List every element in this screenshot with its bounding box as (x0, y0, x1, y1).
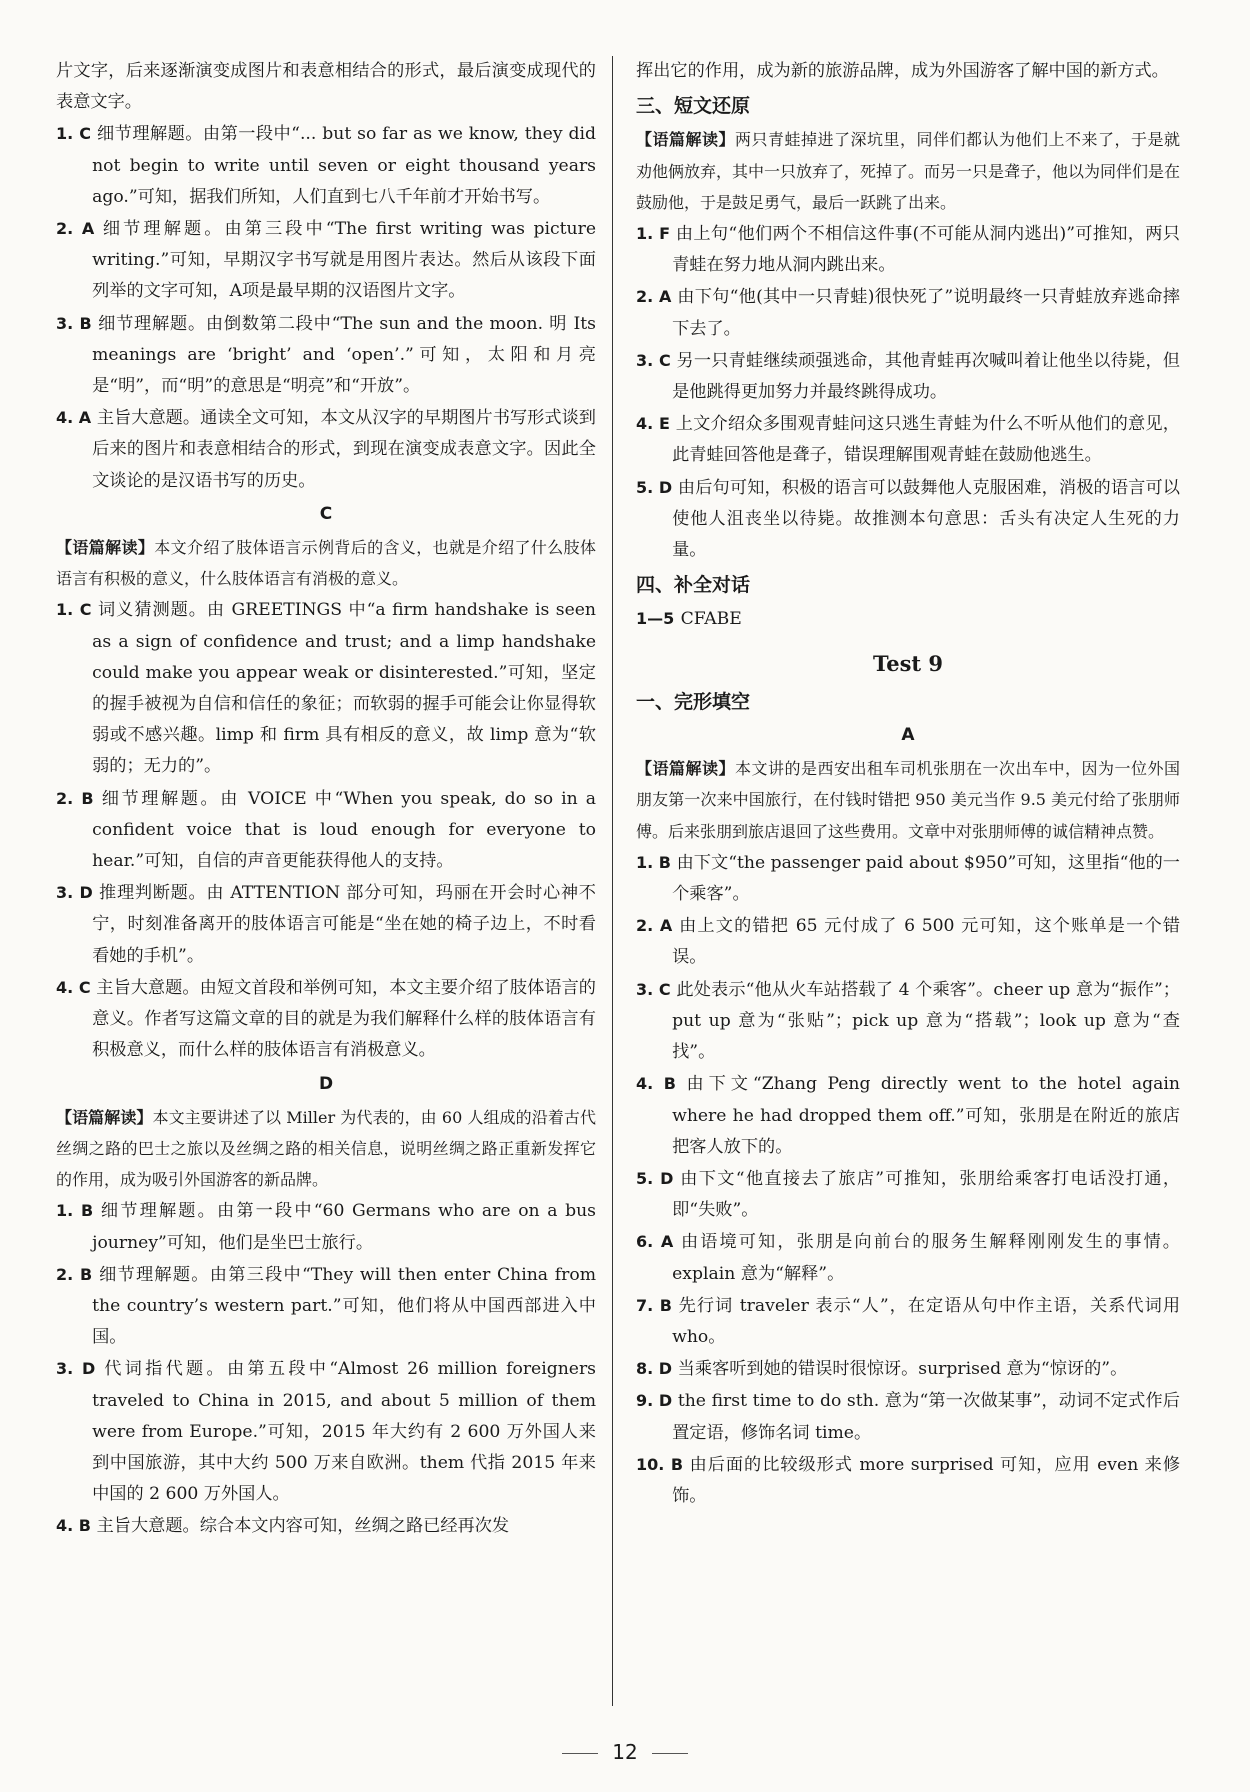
answer-label: 7. B (636, 1295, 673, 1315)
answer-item (636, 345, 1180, 408)
footer-dash-left (562, 1753, 598, 1754)
answer-label: 2. B (56, 788, 94, 808)
answer-explanation: 由语境可知，张朋是向前台的服务生解释刚刚发生的事情。explain 意为“解释”。 (672, 1232, 1180, 1284)
analysis-text: 两只青蛙掉进了深坑里，同伴们都认为他们上不来了，于是就劝他俩放弃，其中一只放弃了，死掉了。而另一只是聋子，他以为同伴们是在鼓励他，于是鼓足勇气，最后一跃跳了出来。 (636, 130, 1181, 212)
answer-label: 1. B (636, 852, 671, 872)
answer-item (636, 281, 1180, 344)
answer-item (56, 783, 596, 878)
passage-heading: C (319, 503, 333, 524)
answer-item (636, 1226, 1180, 1289)
answer-label: 2. A (636, 916, 673, 936)
column-divider (612, 56, 613, 1706)
answer-label: 3. D (56, 1359, 96, 1379)
answer-label: 3. B (56, 313, 92, 333)
answer-explanation: 由下句“他(其中一只青蛙)很快死了”说明最终一只青蛙放弃逃命摔下去了。 (672, 287, 1180, 339)
answer-explanation: 上文介绍众多围观青蛙问这只逃生青蛙为什么不听从他们的意见，此青蛙回答他是聋子，错误理解围观青蛙在鼓励他逃生。 (672, 414, 1180, 466)
answer-item (56, 402, 596, 497)
answer-item (636, 408, 1180, 471)
answer-explanation: 词义猜测题。由 GREETINGS 中“a firm handshake is seen as a sign of confidence and trust; and a limp handshake could make you appear weak or disinterested.”可知，坚定的握手被视为自信和信任的象征；而软弱的握手可能会让你显得软弱或不感兴趣。limp 和 firm 具有相反的意义，故 limp 意为“软弱的；无力的”。 (92, 600, 596, 777)
answer-label: 5. D (636, 477, 673, 497)
answer-label: 4. E (636, 414, 670, 434)
section-heading: 四、补全对话 (636, 574, 751, 597)
answer-label: 2. A (56, 219, 95, 239)
answer-label: 3. C (636, 350, 671, 370)
answer-explanation: 主旨大意题。综合本文内容可知，丝绸之路已经再次发 (96, 1516, 510, 1537)
answer-explanation: the first time to do sth. 意为“第一次做某事”，动词不定式作后置定语，修饰名词 time。 (672, 1391, 1180, 1443)
analysis-tag: 【语篇解读】 (56, 538, 155, 558)
answer-explanation: 代词指代题。由第五段中“Almost 26 million foreigners traveled to China in 2015, and about 5 million of them were from Europe.”可知，2015 年大约有 2 600 万外国人来到中国旅游，其中大约 500 万来自欧洲。them 代指 2015 年来中国的 2 600 万外国人。 (92, 1359, 596, 1505)
answer-label: 4. B (636, 1074, 676, 1094)
answer-label: 1. C (56, 600, 92, 620)
answer-explanation: 由上句“他们两个不相信这件事(不可能从洞内逃出)”可推知，两只青蛙在努力地从洞内跳出来。 (672, 224, 1180, 276)
answer-item (56, 594, 596, 782)
answer-letters: CFABE (680, 609, 742, 630)
answer-explanation: 另一只青蛙继续顽强逃命，其他青蛙再次喊叫着让他坐以待毙，但是他跳得更加努力并最终跳得成功。 (672, 350, 1180, 403)
answer-item (56, 213, 596, 308)
answer-range: 1—5 (636, 609, 675, 629)
answer-label: 5. D (636, 1168, 674, 1188)
section-heading: 三、短文还原 (636, 95, 751, 118)
section-heading: 一、完形填空 (636, 690, 751, 713)
answer-label: 1. F (636, 224, 671, 244)
right-column (636, 56, 1180, 1512)
footer-dash-right (652, 1753, 688, 1754)
answer-explanation: 推理判断题。由 ATTENTION 部分可知，玛丽在开会时心神不宁，时刻准备离开的肢体语言可能是“坐在她的椅子边上，不时看看她的手机”。 (92, 883, 596, 966)
answer-explanation: 此处表示“他从火车站搭载了 4 个乘客”。cheer up 意为“振作”；put up 意为“张贴”；pick up 意为“搭载”；look up 意为“查找”。 (672, 979, 1180, 1063)
left-column (56, 56, 596, 1543)
answer-label: 10. B (636, 1454, 684, 1474)
analysis-tag: 【语篇解读】 (636, 759, 735, 779)
passage-analysis (636, 753, 1180, 847)
answer-item (636, 910, 1180, 973)
paragraph-continuation: 片文字，后来逐渐演变成图片和表意相结合的形式，最后演变成现代的表意文字。 (56, 61, 596, 113)
answer-label: 4. A (56, 408, 92, 428)
passage-heading: A (901, 725, 915, 746)
answer-label: 1. C (56, 124, 91, 144)
answer-explanation: 由下文“他直接去了旅店”可推知，张朋给乘客打电话没打通，即“失败”。 (672, 1168, 1181, 1221)
answer-item (56, 308, 596, 403)
answer-explanation: 主旨大意题。由短文首段和举例可知，本文主要介绍了肢体语言的意义。作者写这篇文章的目的就是为我们解释什么样的肢体语言有积极意义，而什么样的肢体语言有消极意义。 (92, 977, 596, 1061)
answer-item (56, 118, 596, 213)
answer-item (636, 1353, 1180, 1385)
answer-explanation: 细节理解题。由第一段中“60 Germans who are on a bus journey”可知，他们是坐巴士旅行。 (92, 1201, 596, 1253)
answer-explanation: 由后面的比较级形式 more surprised 可知，应用 even 来修饰。 (672, 1454, 1181, 1506)
answer-item (636, 1290, 1180, 1353)
page-footer (0, 1740, 1250, 1764)
analysis-text: 本文讲的是西安出租车司机张朋在一次出车中，因为一位外国朋友第一次来中国旅行，在付钱时错把 950 美元当作 9.5 美元付给了张朋师傅。后来张朋到旅店退回了这些费用。文章中对张朋师傅的诚信精神点赞。 (636, 759, 1180, 841)
answer-item (636, 1163, 1180, 1226)
answer-key (636, 603, 1180, 635)
answer-explanation: 先行词 traveler 表示“人”，在定语从句中作主语，关系代词用 who。 (672, 1295, 1181, 1347)
answer-item (636, 218, 1180, 281)
answer-item (636, 1385, 1180, 1448)
analysis-text: 本文介绍了肢体语言示例背后的含义，也就是介绍了什么肢体语言有积极的意义，什么肢体语言有消极的意义。 (56, 538, 596, 589)
answer-label: 6. A (636, 1232, 674, 1252)
answer-label: 2. A (636, 287, 672, 307)
answer-explanation: 由下文“Zhang Peng directly went to the hotel again where he had dropped them off.”可知，张朋是在附近的旅店把客人放下的。 (672, 1074, 1180, 1157)
answer-explanation: 由后句可知，积极的语言可以鼓舞他人克服困难，消极的语言可以使他人沮丧坐以待毙。故推测本句意思：舌头有决定人生死的力量。 (672, 477, 1180, 561)
answer-label: 3. C (636, 979, 671, 999)
analysis-tag: 【语篇解读】 (56, 1107, 153, 1127)
answer-label: 4. C (56, 977, 91, 997)
answer-explanation: 细节理解题。由倒数第二段中“The sun and the moon. 明 Its meanings are ‘bright’ and ‘open’.”可知，太阳和月亮是“明”，而“明”的意思是“明亮”和“开放”。 (92, 313, 596, 397)
analysis-tag: 【语篇解读】 (636, 130, 735, 150)
answer-explanation: 细节理解题。由第三段中“They will then enter China from the country’s western part.”可知，他们将从中国西部进入中国。 (92, 1264, 596, 1348)
answer-item (56, 1510, 596, 1542)
test-title: Test 9 (872, 650, 944, 676)
answer-label: 4. B (56, 1516, 91, 1536)
answer-explanation: 细节理解题。由第三段中“The first writing was picture writing.”可知，早期汉字书写就是用图片表达。然后从该段下面列举的文字可知，A项是最早期的汉语图片文字。 (92, 219, 596, 302)
answer-item (636, 1449, 1180, 1512)
answer-item (56, 1195, 596, 1258)
page-number: 12 (612, 1740, 638, 1764)
answer-label: 2. B (56, 1264, 93, 1284)
passage-analysis (56, 1102, 596, 1196)
answer-explanation: 主旨大意题。通读全文可知，本文从汉字的早期图片书写形式谈到后来的图片和表意相结合的形式，到现在演变成表意文字。因此全文谈论的是汉语书写的历史。 (92, 408, 596, 491)
answer-explanation: 当乘客听到她的错误时很惊讶。surprised 意为“惊讶的”。 (677, 1359, 1128, 1380)
answer-label: 9. D (636, 1391, 673, 1411)
answer-item (56, 1353, 596, 1510)
answer-item (636, 974, 1180, 1069)
answer-item (636, 472, 1180, 567)
answer-label: 8. D (636, 1359, 673, 1379)
paragraph-continuation: 挥出它的作用，成为新的旅游品牌，成为外国游客了解中国的新方式。 (636, 61, 1169, 81)
answer-item (56, 972, 596, 1067)
passage-analysis (56, 532, 596, 594)
passage-analysis (636, 124, 1180, 218)
answer-explanation: 由上文的错把 65 元付成了 6 500 元可知，这个账单是一个错误。 (672, 916, 1181, 968)
answer-label: 1. B (56, 1201, 94, 1221)
answer-label: 3. D (56, 883, 93, 903)
answer-explanation: 由下文“the passenger paid about $950”可知，这里指“他的一个乘客”。 (672, 852, 1180, 905)
answer-item (636, 847, 1180, 910)
answer-item (56, 877, 596, 972)
answer-explanation: 细节理解题。由第一段中“... but so far as we know, they did not begin to write until seven or eight thousand years ago.”可知，据我们所知，人们直到七八千年前才开始书写。 (92, 124, 596, 207)
analysis-text: 本文主要讲述了以 Miller 为代表的，由 60 人组成的沿着古代丝绸之路的巴士之旅以及丝绸之路的相关信息，说明丝绸之路正重新发挥它的作用，成为吸引外国游客的新品牌。 (56, 1107, 596, 1190)
answer-explanation: 细节理解题。由 VOICE 中“When you speak, do so in a confident voice that is loud enough for everyone to hear.”可知，自信的声音更能获得他人的支持。 (92, 788, 596, 872)
answer-item (636, 1068, 1180, 1163)
passage-heading: D (318, 1073, 334, 1094)
answer-item (56, 1259, 596, 1354)
